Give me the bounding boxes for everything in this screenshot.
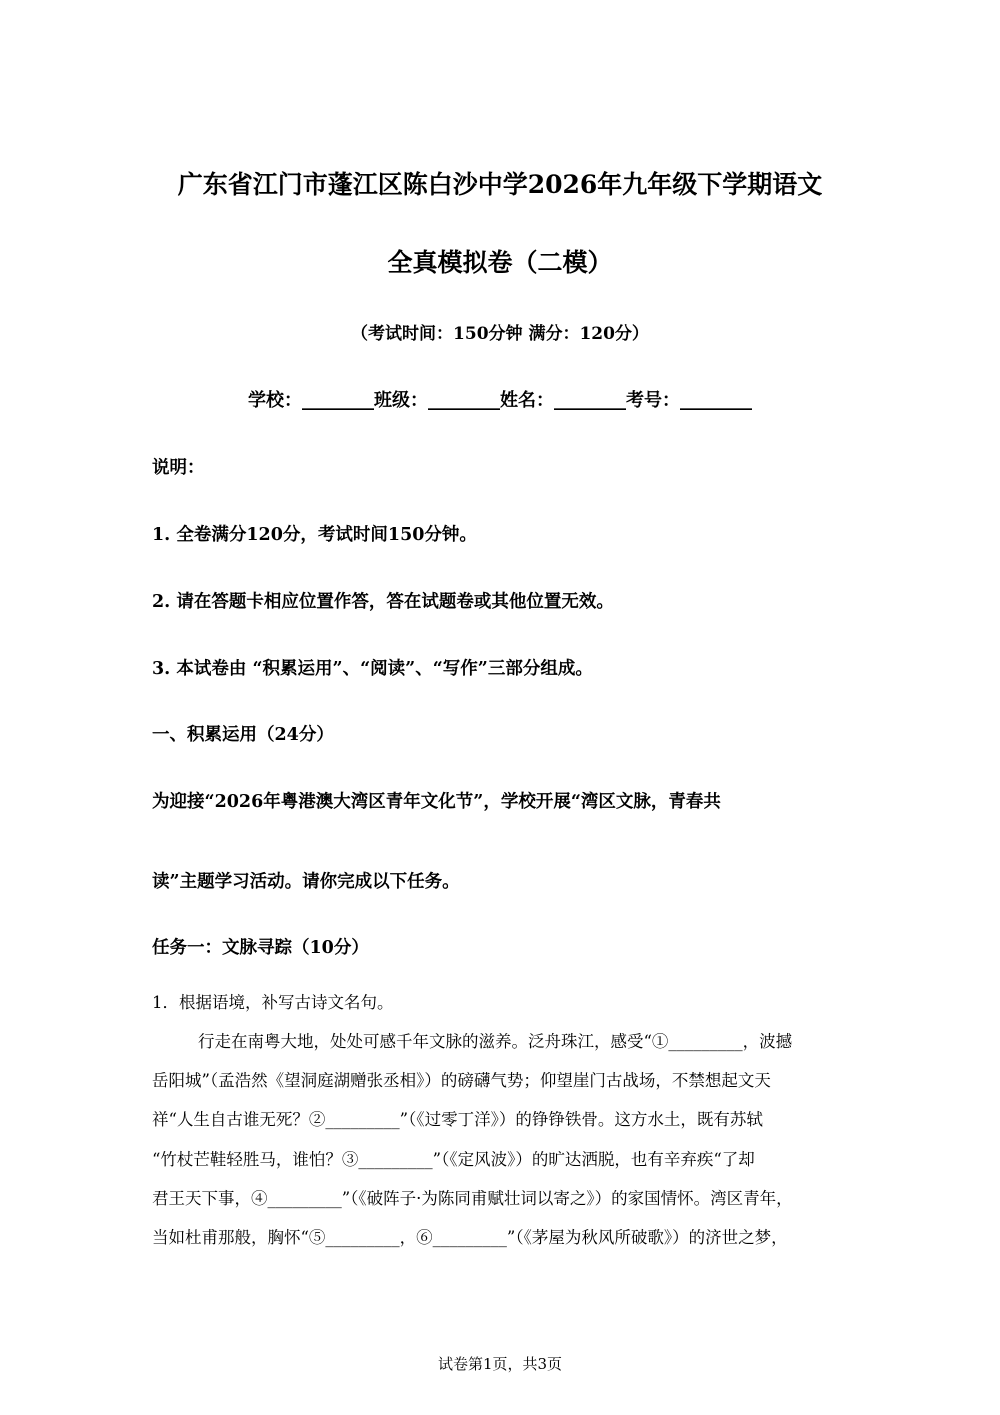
instruction-item: 2. 请在答题卡相应位置作答，答在试题卷或其他位置无效。 [152, 592, 614, 612]
instruction-item: 3. 本试卷由 “积累运用”、“阅读”、“写作”三部分组成。 [152, 659, 593, 679]
instruction-item: 1. 全卷满分120分，考试时间150分钟。 [152, 525, 477, 545]
passage-line: 君王天下事，④_________”（《破阵子·为陈同甫赋壮词以寄之》）的家国情怀。湾区青年， [152, 1189, 793, 1208]
task-heading: 任务一：文脉寻踪（10分） [152, 938, 369, 958]
section-intro-line: 读”主题学习活动。请你完成以下任务。 [152, 872, 460, 892]
document-title-line-1: 广东省江门市蓬江区陈白沙中学2026年九年级下学期语文 [177, 170, 823, 199]
instructions-heading: 说明： [152, 458, 205, 478]
exam-time-and-score: （考试时间：150分钟 满分：120分） [351, 324, 649, 344]
section-intro-line: 为迎接“2026年粤港澳大湾区青年文化节”，学校开展“湾区文脉，青春共 [152, 792, 721, 812]
question-prompt: 1．根据语境，补写古诗文名句。 [152, 993, 394, 1012]
page-footer: 试卷第1页，共3页 [437, 1355, 563, 1373]
passage-line: 当如杜甫那般，胸怀“⑤_________，⑥_________”（《茅屋为秋风所破歌》）的济世之梦， [152, 1228, 788, 1247]
section-heading: 一、积累运用（24分） [152, 725, 334, 745]
passage-line: 岳阳城”（孟浩然《望洞庭湖赠张丞相》）的磅礴气势；仰望崖门古战场，不禁想起文天 [152, 1071, 771, 1090]
document-title-line-2: 全真模拟卷（二模） [387, 248, 613, 277]
passage-line: 祥“人生自古谁无死？②_________”（《过零丁洋》）的铮铮铁骨。这方水土，既有苏轼 [152, 1110, 763, 1129]
passage-line: 行走在南粤大地，处处可感千年文脉的滋养。泛舟珠江，感受“①_________，波撼 [198, 1032, 793, 1051]
student-info-fields: 学校：________班级：________姓名：________考号：________ [248, 390, 752, 411]
passage-line: “竹杖芒鞋轻胜马，谁怕？③_________”（《定风波》）的旷达洒脱，也有辛弃疾“了却 [152, 1150, 755, 1169]
